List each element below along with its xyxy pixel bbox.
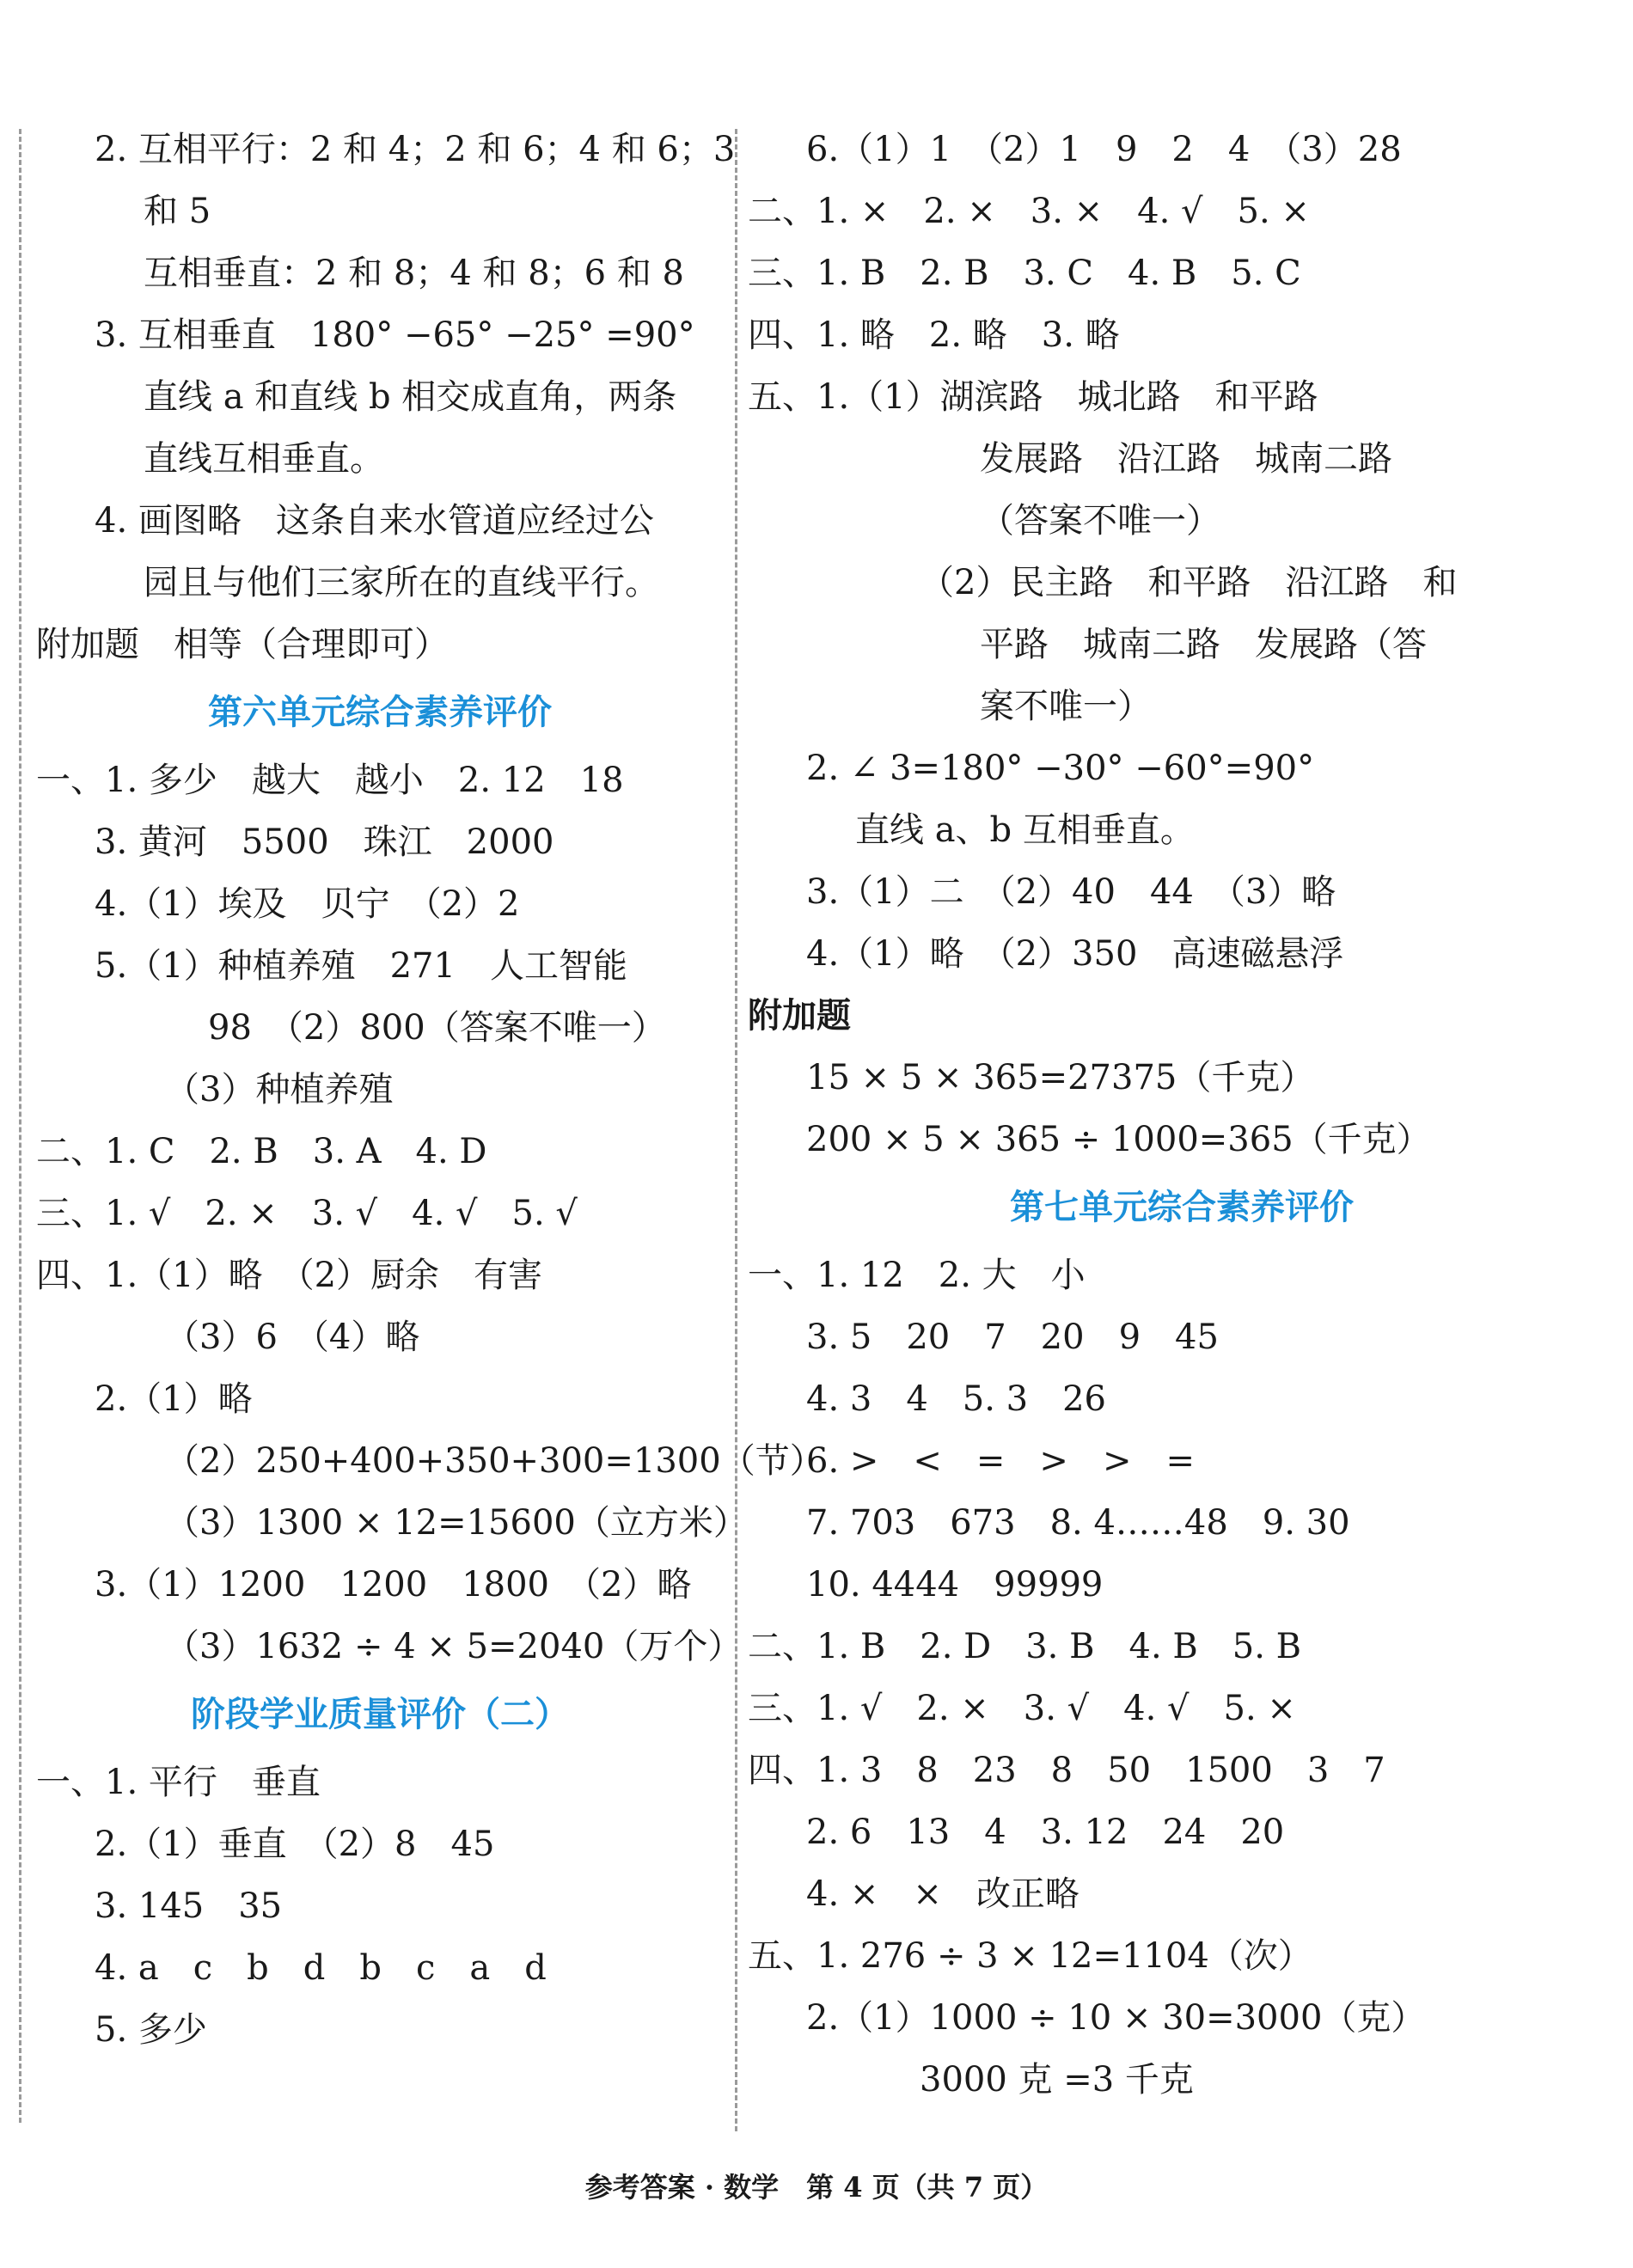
answer-line: 3. 互相垂直 180° −65° −25° =90°: [95, 315, 695, 355]
answer-line: 2.（1）1000 ÷ 10 × 30=3000（克）: [806, 1998, 1426, 2038]
answer-line: （答案不唯一）: [980, 501, 1220, 541]
section-title-unit-7: 第七单元综合素养评价: [1010, 1188, 1354, 1227]
answer-line: 3. 黄河 5500 珠江 2000: [95, 822, 554, 862]
answer-line: 4. 3 4 5. 3 26: [806, 1379, 1107, 1419]
left-column: [36, 119, 824, 2061]
answer-line: 2.（1）略: [95, 1379, 253, 1419]
answer-line: 6.（1）1 （2）1 9 2 4 （3）28: [806, 130, 1402, 169]
center-dashed-divider: [735, 129, 737, 2131]
answer-line: 直线 a 和直线 b 相交成直角，两条: [144, 377, 677, 417]
answer-line: 3.（1）1200 1200 1800 （2）略: [95, 1565, 692, 1605]
answer-line: 5. 多少: [95, 2010, 207, 2050]
answer-line: 平路 城南二路 发展路（答: [980, 625, 1427, 664]
answer-line: （3）1632 ÷ 4 × 5=2040（万个）: [165, 1627, 743, 1666]
answer-line: 案不唯一）: [980, 687, 1152, 726]
answer-line: 二、1. B 2. D 3. B 4. B 5. B: [748, 1627, 1302, 1666]
answer-line: 4. 画图略 这条自来水管道应经过公: [95, 501, 654, 541]
section-title-unit-6: 第六单元综合素养评价: [208, 693, 552, 732]
answer-line: 二、1. × 2. × 3. × 4. √ 5. ×: [748, 192, 1310, 231]
answer-line: 五、1. 276 ÷ 3 × 12=1104（次）: [748, 1936, 1312, 1976]
answer-line: 4. a c b d b c a d: [95, 1948, 547, 1988]
answer-line: 3000 克 =3 千克: [920, 2060, 1194, 2100]
answer-line: 4.（1）埃及 贝宁 （2）2: [95, 884, 520, 924]
answer-line: 2. 6 13 4 3. 12 24 20: [806, 1813, 1285, 1852]
answer-line: 四、1. 3 8 23 8 50 1500 3 7: [748, 1751, 1385, 1790]
answer-line: 一、1. 多少 越大 越小 2. 12 18: [36, 761, 624, 800]
answer-line: 5.（1）种植养殖 271 人工智能: [95, 946, 627, 986]
answer-line: 四、1. 略 2. 略 3. 略: [748, 315, 1120, 355]
answer-line: 三、1. √ 2. × 3. √ 4. √ 5. √: [36, 1194, 578, 1233]
answer-line: （3）种植养殖: [165, 1070, 394, 1110]
answer-line: 一、1. 平行 垂直: [36, 1763, 321, 1802]
answer-line: 3. 5 20 7 20 9 45: [806, 1317, 1219, 1357]
answer-line: 三、1. B 2. B 3. C 4. B 5. C: [748, 254, 1301, 293]
answer-line: 和 5: [144, 192, 211, 231]
answer-line: 园且与他们三家所在的直线平行。: [144, 563, 659, 602]
right-column: [748, 119, 1616, 2111]
answer-line: 直线互相垂直。: [144, 439, 384, 479]
answer-line: 发展路 沿江路 城南二路: [980, 439, 1392, 479]
answer-line: （2）250+400+350+300=1300（节）: [165, 1441, 824, 1481]
answer-line: 200 × 5 × 365 ÷ 1000=365（千克）: [806, 1120, 1431, 1159]
answer-line: （3）1300 × 12=15600（立方米）: [165, 1503, 748, 1543]
answer-line: 二、1. C 2. B 3. A 4. D: [36, 1132, 487, 1171]
answer-line: 2. 互相平行：2 和 4；2 和 6；4 和 6；3: [95, 130, 736, 169]
answer-line: 15 × 5 × 365=27375（千克）: [806, 1058, 1315, 1097]
answer-line: 互相垂直：2 和 8；4 和 8；6 和 8: [144, 254, 684, 293]
answer-line: 6. > < = > > =: [806, 1441, 1195, 1481]
answer-line: 直线 a、b 互相垂直。: [855, 810, 1195, 850]
answer-line: 4. × × 改正略: [806, 1874, 1079, 1914]
answer-line: 4.（1）略 （2）350 高速磁悬浮: [806, 934, 1344, 974]
answer-line: 四、1.（1）略 （2）厨余 有害: [36, 1256, 543, 1295]
answer-line: 3. 145 35: [95, 1886, 283, 1926]
answer-line: 7. 703 673 8. 4……48 9. 30: [806, 1503, 1350, 1543]
answer-line: （3）6 （4）略: [165, 1317, 420, 1357]
answer-line: 2.（1）垂直 （2）8 45: [95, 1825, 495, 1864]
answer-line: （2）民主路 和平路 沿江路 和: [920, 563, 1458, 602]
answer-line: 2. ∠ 3=180° −30° −60°=90°: [806, 749, 1315, 788]
bonus-question-line: 附加题 相等（合理即可）: [36, 625, 449, 664]
bonus-question-heading: 附加题: [748, 996, 851, 1036]
answer-line: 10. 4444 99999: [806, 1565, 1104, 1605]
section-title-stage-2: 阶段学业质量评价（二）: [191, 1695, 569, 1734]
answer-line: 98 （2）800（答案不唯一）: [208, 1008, 666, 1048]
left-edge-dashed-line: [19, 129, 21, 2123]
answer-line: 五、1.（1）湖滨路 城北路 和平路: [748, 377, 1318, 417]
page-footer: 参考答案 · 数学 第 4 页（共 7 页）: [584, 2171, 1049, 2204]
answer-line: 3.（1）二 （2）40 44 （3）略: [806, 872, 1336, 912]
answer-line: 一、1. 12 2. 大 小: [748, 1256, 1086, 1295]
answer-line: 三、1. √ 2. × 3. √ 4. √ 5. ×: [748, 1689, 1296, 1728]
